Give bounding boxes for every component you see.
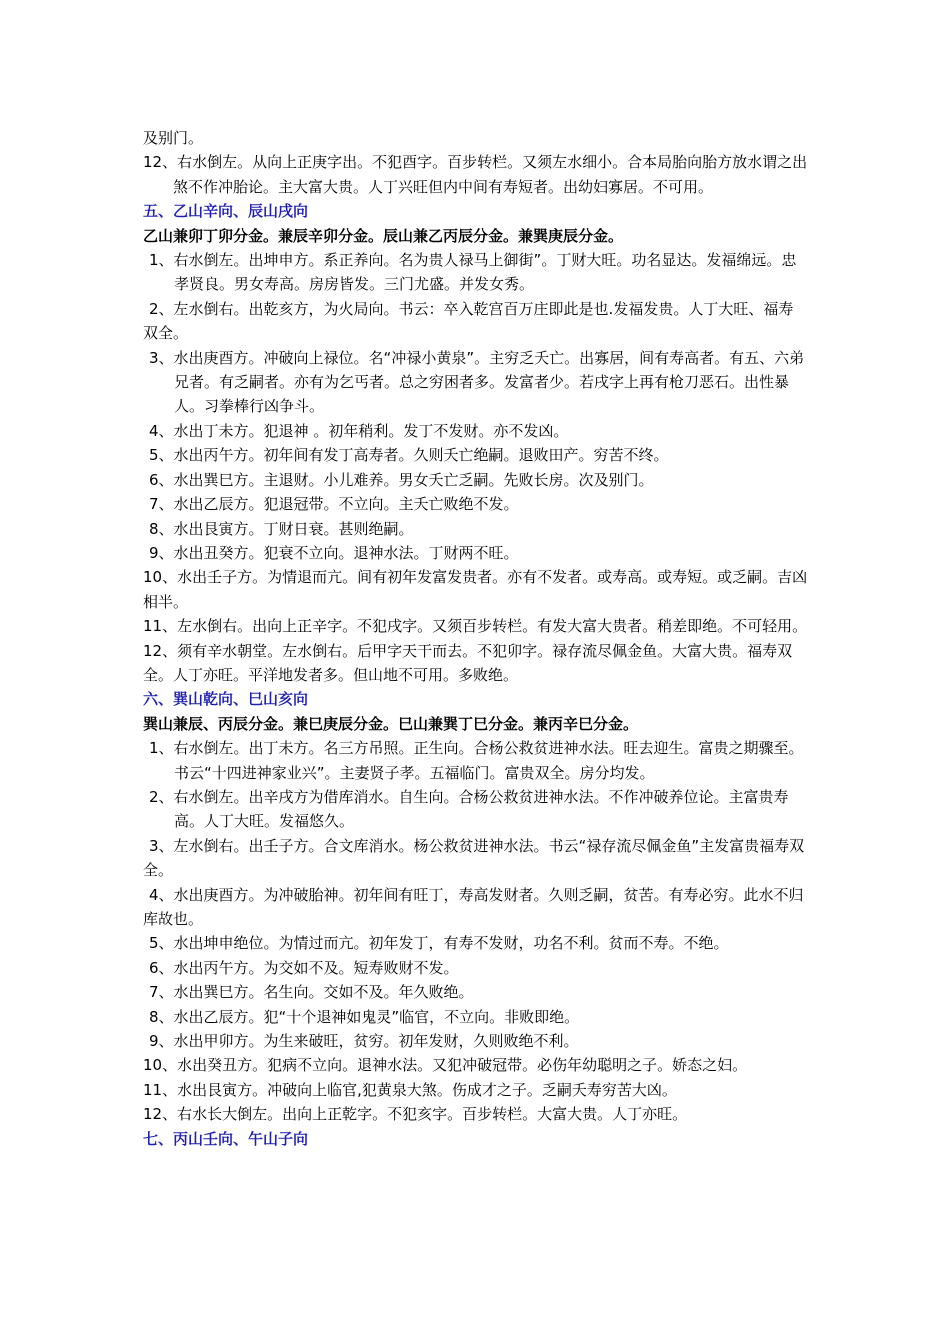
list-item: 11、水出艮寅方。冲破向上临官,犯黄泉大煞。伤成才之子。乏嗣夭寿穷苦大凶。 (143, 1080, 677, 1099)
list-item: 2、右水倒左。出辛戌方为借库消水。自生向。合杨公救贫进神水法。不作冲破养位论。主富贵寿高。人丁大旺。发福悠久。 (149, 787, 789, 831)
document-page (143, 126, 808, 1151)
list-item: 12、右水长大倒左。出向上正乾字。不犯亥字。百步转栏。大富大贵。人丁亦旺。 (143, 1105, 688, 1124)
list-item: 8、水出艮寅方。丁财日衰。甚则绝嗣。 (149, 519, 414, 538)
list-item: 3、水出庚酉方。冲破向上禄位。名“冲禄小黄泉”。主穷乏夭亡。出寡居，间有寿高者。有五、六弟兄者。有乏嗣者。亦有为乞丐者。总之穷困者多。发富者少。若戌字上再有枪刀恶石。出性暴人。习拳棒行凶争斗。 (149, 348, 805, 416)
list-item: 1、右水倒左。出丁未方。名三方吊照。正生向。合杨公救贫进神水法。旺去迎生。富贵之期骤至。书云“十四进神家业兴”。主妻贤子孝。五福临门。富贵双全。房分均发。 (149, 739, 804, 782)
paragraph: 及别门。 (143, 129, 204, 147)
list-item: 4、水出庚酉方。为冲破胎神。初年间有旺丁，寿高发财者。久则乏嗣，贫苦。有寿必穷。此水不归库故也。 (143, 885, 804, 928)
section-heading: 七、丙山壬向、午山子向 (143, 1129, 309, 1148)
list-item: 9、水出丑癸方。犯衰不立向。退神水法。丁财两不旺。 (149, 543, 519, 562)
section-heading: 五、乙山辛向、辰山戌向 (143, 202, 309, 221)
list-item: 7、水出乙辰方。犯退冠带。不立向。主夭亡败绝不发。 (149, 495, 519, 514)
list-item: 5、水出丙午方。初年间有发丁高寿者。久则夭亡绝嗣。退败田产。穷苦不终。 (149, 446, 669, 465)
list-item: 1、右水倒左。出坤申方。系正养向。名为贵人禄马上御街”。丁财大旺。功名显达。发福绵远。忠孝贤良。男女寿高。房房皆发。三门尤盛。并发女秀。 (149, 251, 797, 294)
list-item: 2、左水倒右。出乾亥方，为火局向。书云：卒入乾宫百万庄即此是也.发福发贵。人丁大旺、福寿双全。 (143, 299, 794, 343)
list-item: 11、左水倒右。出向上正辛字。不犯戌字。又须百步转栏。有发大富大贵者。稍差即绝。不可轻用。 (143, 617, 808, 636)
list-item: 7、水出巽巳方。名生向。交如不及。年久败绝。 (149, 983, 474, 1002)
list-item: 6、水出巽巳方。主退财。小儿难养。男女夭亡乏嗣。先败长房。次及别门。 (149, 470, 654, 489)
list-item: 9、水出甲卯方。为生来破旺，贫穷。初年发财，久则败绝不利。 (149, 1032, 579, 1051)
list-item: 12、须有辛水朝堂。左水倒右。后甲字天干而去。不犯卯字。禄存流尽佩金鱼。大富大贵。福寿双全。人丁亦旺。平洋地发者多。但山地不可用。多败绝。 (143, 641, 793, 684)
list-item: 10、水出壬子方。为情退而亢。间有初年发富发贵者。亦有不发者。或寿高。或寿短。或乏嗣。吉凶相半。 (143, 568, 808, 611)
subheading: 乙山兼卯丁卯分金。兼辰辛卯分金。辰山兼乙丙辰分金。兼巽庚辰分金。 (143, 226, 624, 245)
list-item: 3、左水倒右。出壬子方。合文库消水。杨公救贫进神水法。书云“禄存流尽佩金鱼”主发富贵福寿双全。 (143, 836, 805, 880)
list-item: 4、水出丁未方。犯退神 。初年稍利。发丁不发财。亦不发凶。 (149, 421, 569, 440)
paragraph: 12、右水倒左。从向上正庚字出。不犯酉字。百步转栏。又须左水细小。合本局胎向胎方放水谓之出煞不作冲胎论。主大富大贵。人丁兴旺但内中间有寿短者。出幼妇寡居。不可用。 (143, 153, 808, 196)
section-heading: 六、巽山乾向、巳山亥向 (143, 690, 309, 709)
list-item: 6、水出丙午方。为交如不及。短寿败财不发。 (149, 958, 459, 977)
list-item: 10、水出癸丑方。犯病不立向。退神水法。又犯冲破冠带。必伤年幼聪明之子。娇态之妇。 (143, 1056, 748, 1075)
list-item: 8、水出乙辰方。犯“十个退神如鬼灵”临官，不立向。非败即绝。 (149, 1007, 580, 1026)
list-item: 5、水出坤申绝位。为情过而亢。初年发丁，有寿不发财，功名不利。贫而不寿。不绝。 (149, 934, 729, 953)
subheading: 巽山兼辰、丙辰分金。兼巳庚辰分金。巳山兼巽丁巳分金。兼丙辛巳分金。 (143, 714, 639, 733)
